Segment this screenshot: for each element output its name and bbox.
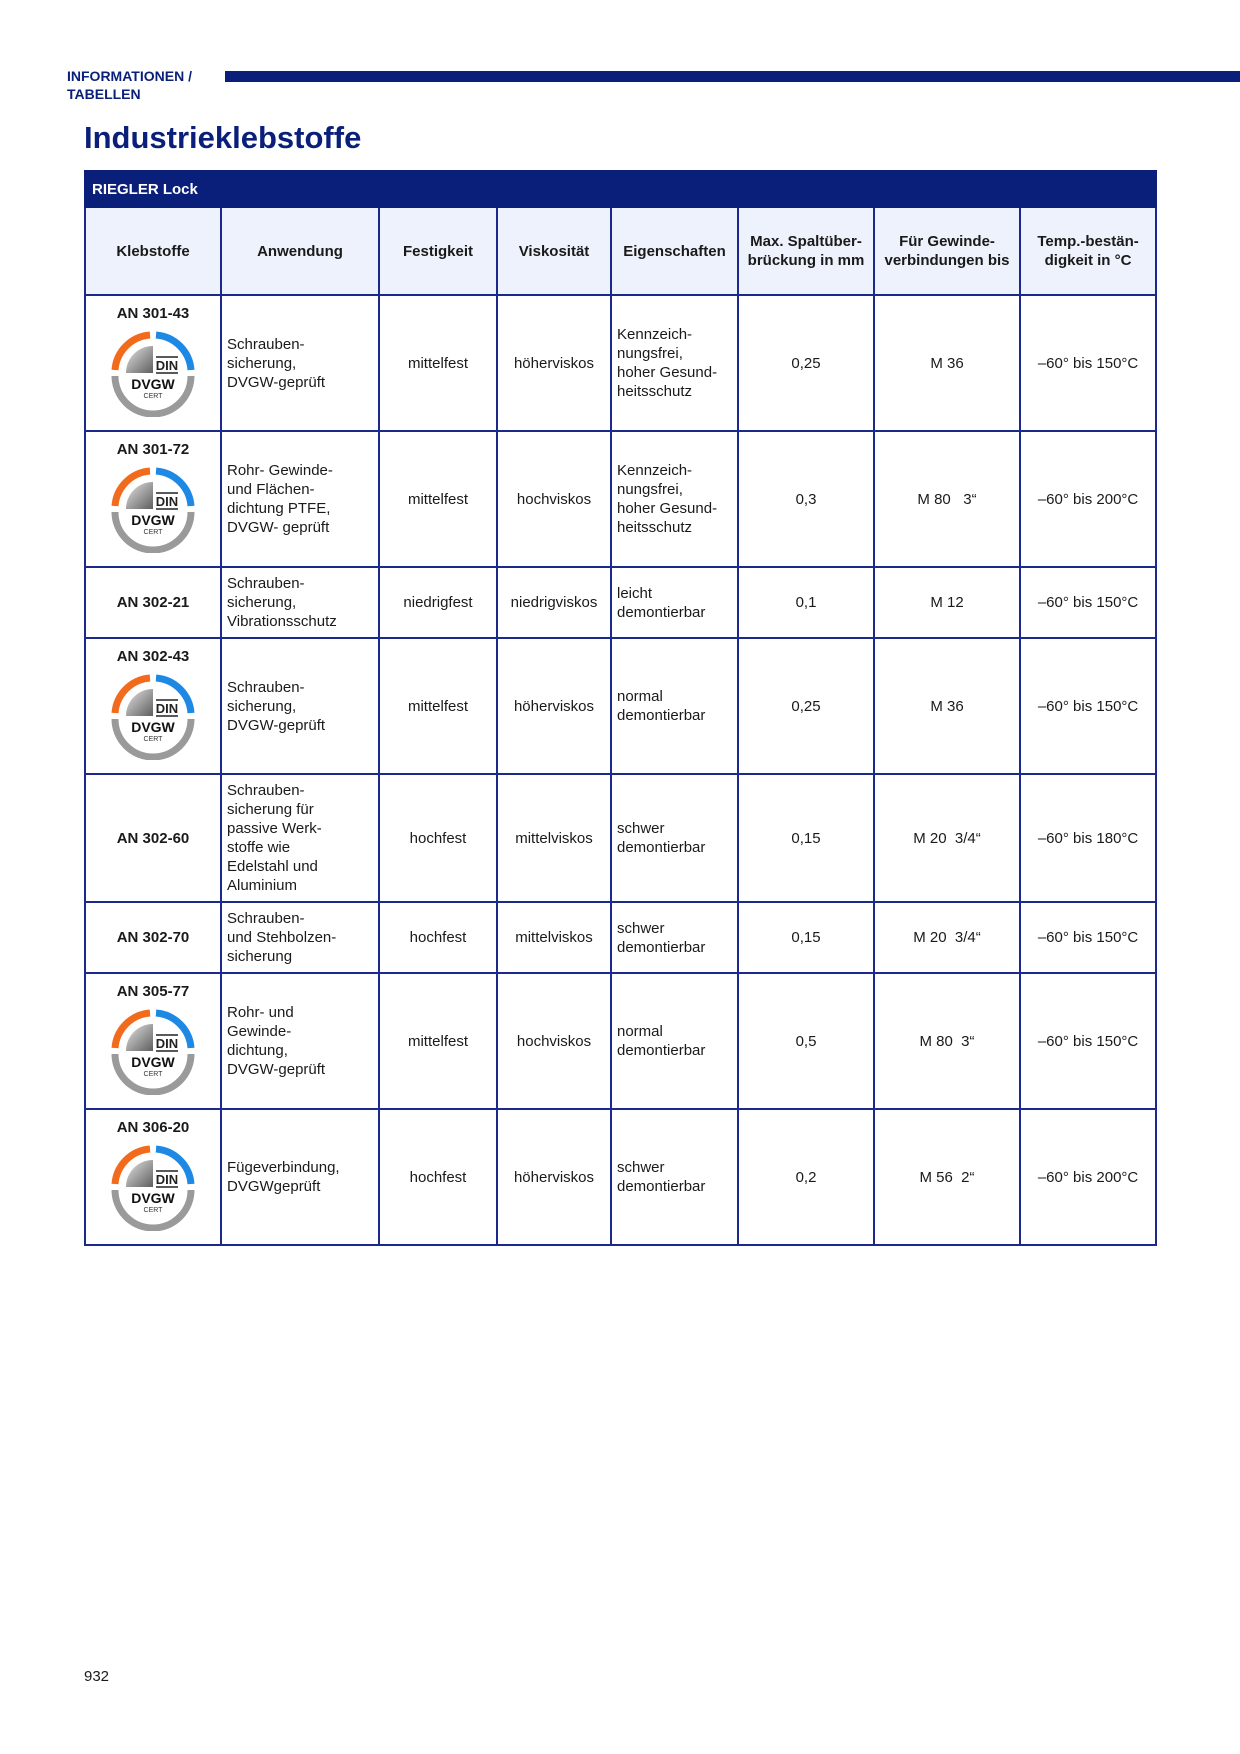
product-cell (85, 295, 221, 431)
application-cell (221, 973, 379, 1109)
cell-line: sicherung, (227, 354, 297, 372)
column-header (874, 207, 1020, 295)
cell-line: Edelstahl und (227, 858, 318, 875)
cell-line: Temp.-bestän- (1037, 233, 1139, 250)
properties-cell (611, 431, 738, 567)
column-header: Klebstoffe (85, 207, 221, 295)
properties-cell (611, 1109, 738, 1245)
svg-text:DVGW: DVGW (131, 376, 175, 392)
cell-line: Aluminium (227, 877, 298, 894)
strength-cell: mittelfest (379, 431, 497, 567)
product-cell (85, 431, 221, 567)
viscosity-cell: mittelviskos (497, 902, 611, 973)
application-cell (221, 295, 379, 431)
svg-text:DIN: DIN (155, 494, 179, 509)
svg-text:DIN: DIN (155, 1036, 179, 1051)
viscosity-cell: höherviskos (497, 295, 611, 431)
cell-line: sicherung (227, 948, 293, 965)
viscosity-cell: höherviskos (497, 638, 611, 774)
section-label-line1: INFORMATIONEN / (67, 68, 192, 84)
thread-cell: M 12 (874, 567, 1020, 638)
column-header: Eigenschaften (611, 207, 738, 295)
gap-cell: 0,15 (738, 902, 874, 973)
product-name: AN 306-20 (116, 1119, 190, 1136)
cell-line: und Stehbolzen- (227, 929, 337, 946)
product-cell (85, 902, 221, 973)
temperature-cell: –60° bis 150°C (1020, 973, 1156, 1109)
cell-line: DVGW- geprüft (227, 519, 330, 536)
table-row (85, 567, 1156, 638)
temperature-cell: –60° bis 150°C (1020, 295, 1156, 431)
cell-line: Schrauben- (227, 575, 305, 592)
cell-line: verbindungen bis (884, 252, 1010, 269)
temperature-cell: –60° bis 150°C (1020, 567, 1156, 638)
svg-text:CERT: CERT (143, 1207, 163, 1214)
cell-line: DVGW-geprüft (227, 716, 326, 734)
cell-line: Rohr- Gewinde- (227, 462, 333, 479)
cell-line: hoher Gesund- (617, 364, 718, 381)
cell-line: heitsschutz (617, 519, 693, 536)
column-header (738, 207, 874, 295)
product-name: AN 302-43 (116, 648, 190, 665)
cell-line: sicherung für (227, 801, 314, 818)
properties-cell (611, 973, 738, 1109)
properties-cell (611, 638, 738, 774)
temperature-cell: –60° bis 200°C (1020, 1109, 1156, 1245)
product-name: AN 305-77 (116, 983, 190, 1000)
svg-text:CERT: CERT (143, 393, 163, 400)
adhesives-table-container (84, 170, 1155, 1246)
din-dvgw-cert-icon (109, 1143, 197, 1231)
cell-line: Fügeverbindung, (227, 1159, 340, 1176)
product-cell (85, 567, 221, 638)
cell-line: normal (617, 1023, 663, 1040)
cell-line: schwer (617, 1159, 665, 1176)
gap-cell: 0,15 (738, 774, 874, 902)
svg-text:DVGW: DVGW (131, 1190, 175, 1206)
cell-line: DVGW-geprüft (227, 1061, 326, 1078)
table-row (85, 774, 1156, 902)
svg-text:DVGW: DVGW (131, 512, 175, 528)
table-row (85, 638, 1156, 774)
cell-line: dichtung PTFE, (227, 500, 331, 517)
adhesives-table (84, 170, 1157, 1246)
cell-line: sicherung, (227, 594, 297, 611)
svg-text:DVGW: DVGW (131, 719, 175, 735)
cell-line: digkeit in °C (1044, 252, 1132, 269)
properties-cell (611, 295, 738, 431)
application-cell (221, 638, 379, 774)
temperature-cell: –60° bis 150°C (1020, 902, 1156, 973)
section-label-line2: TABELLEN (67, 86, 141, 102)
cell-line: Gewinde- (227, 1023, 292, 1040)
cell-line: demontierbar (617, 1178, 706, 1195)
table-row (85, 295, 1156, 431)
svg-text:CERT: CERT (143, 736, 163, 743)
cell-line: Kennzeich- (617, 462, 693, 479)
thread-cell: M 56 2“ (874, 1109, 1020, 1245)
properties-cell (611, 567, 738, 638)
cell-line: normal (617, 688, 663, 705)
cell-line: leicht (617, 584, 653, 602)
cell-line: nungsfrei, (617, 345, 683, 362)
din-dvgw-cert-icon (109, 329, 197, 417)
cell-line: Schrauben- (227, 910, 305, 927)
cell-line: passive Werk- (227, 820, 322, 837)
product-name: AN 302-60 (116, 829, 190, 847)
cell-line: demontierbar (617, 938, 706, 956)
table-row (85, 902, 1156, 973)
cell-line: Rohr- und (227, 1004, 294, 1021)
gap-cell: 0,3 (738, 431, 874, 567)
cell-line: nungsfrei, (617, 481, 683, 498)
product-name: AN 301-72 (116, 441, 190, 458)
cell-line: DVGWgeprüft (227, 1178, 321, 1195)
gap-cell: 0,25 (738, 638, 874, 774)
table-row (85, 1109, 1156, 1245)
strength-cell: mittelfest (379, 973, 497, 1109)
strength-cell: hochfest (379, 902, 497, 973)
product-cell (85, 638, 221, 774)
viscosity-cell: hochviskos (497, 973, 611, 1109)
thread-cell: M 80 3“ (874, 973, 1020, 1109)
temperature-cell: –60° bis 200°C (1020, 431, 1156, 567)
table-header-row (85, 207, 1156, 295)
table-row (85, 431, 1156, 567)
product-cell (85, 774, 221, 902)
cell-line: Schrauben- (227, 782, 305, 799)
svg-text:CERT: CERT (143, 1071, 163, 1078)
cell-line: und Flächen- (227, 481, 315, 498)
thread-cell: M 20 3/4“ (874, 902, 1020, 973)
viscosity-cell: hochviskos (497, 431, 611, 567)
product-name: AN 301-43 (116, 305, 190, 322)
page-number: 932 (84, 1668, 110, 1685)
svg-text:DIN: DIN (155, 1172, 179, 1187)
cell-line: dichtung, (227, 1042, 288, 1059)
table-caption: RIEGLER Lock (85, 171, 1156, 207)
product-name: AN 302-21 (116, 594, 190, 611)
cell-line: Für Gewinde- (899, 233, 995, 250)
cell-line: demontierbar (617, 603, 706, 621)
cell-line: brückung in mm (747, 252, 865, 269)
strength-cell: mittelfest (379, 638, 497, 774)
column-header: Festigkeit (379, 207, 497, 295)
thread-cell: M 80 3“ (874, 431, 1020, 567)
svg-text:DIN: DIN (155, 701, 179, 716)
cell-line: Schrauben- (227, 335, 305, 353)
viscosity-cell: höherviskos (497, 1109, 611, 1245)
din-dvgw-cert-icon (109, 1007, 197, 1095)
viscosity-cell: mittelviskos (497, 774, 611, 902)
cell-line: stoffe wie (227, 839, 291, 856)
properties-cell (611, 774, 738, 902)
cell-line: Schrauben- (227, 678, 305, 696)
table-body (85, 295, 1156, 1245)
cell-line: demontierbar (617, 707, 706, 724)
cell-line: heitsschutz (617, 383, 693, 400)
din-dvgw-cert-icon (109, 672, 197, 760)
gap-cell: 0,2 (738, 1109, 874, 1245)
cell-line: Max. Spaltüber- (750, 233, 862, 250)
gap-cell: 0,5 (738, 973, 874, 1109)
header-bar (225, 71, 1240, 82)
application-cell (221, 774, 379, 902)
cell-line: Kennzeich- (617, 326, 693, 343)
column-header (1020, 207, 1156, 295)
product-cell (85, 973, 221, 1109)
application-cell (221, 567, 379, 638)
cell-line: Vibrationsschutz (227, 613, 337, 630)
product-cell (85, 1109, 221, 1245)
strength-cell: hochfest (379, 1109, 497, 1245)
cell-line: demontierbar (617, 839, 706, 856)
viscosity-cell: niedrigviskos (497, 567, 611, 638)
properties-cell (611, 902, 738, 973)
cell-line: DVGW-geprüft (227, 373, 326, 391)
column-header: Anwendung (221, 207, 379, 295)
thread-cell: M 20 3/4“ (874, 774, 1020, 902)
cell-line: demontierbar (617, 1042, 706, 1059)
application-cell (221, 902, 379, 973)
cell-line: sicherung, (227, 697, 297, 715)
page-title: Industrieklebstoffe (84, 120, 362, 155)
thread-cell: M 36 (874, 638, 1020, 774)
gap-cell: 0,25 (738, 295, 874, 431)
temperature-cell: –60° bis 180°C (1020, 774, 1156, 902)
svg-text:DVGW: DVGW (131, 1054, 175, 1070)
application-cell (221, 431, 379, 567)
strength-cell: niedrigfest (379, 567, 497, 638)
cell-line: schwer (617, 820, 665, 837)
din-dvgw-cert-icon (109, 465, 197, 553)
gap-cell: 0,1 (738, 567, 874, 638)
table-row (85, 973, 1156, 1109)
svg-text:DIN: DIN (155, 358, 179, 373)
temperature-cell: –60° bis 150°C (1020, 638, 1156, 774)
product-name: AN 302-70 (116, 929, 190, 946)
strength-cell: mittelfest (379, 295, 497, 431)
column-header: Viskosität (497, 207, 611, 295)
application-cell (221, 1109, 379, 1245)
cell-line: schwer (617, 919, 665, 937)
thread-cell: M 36 (874, 295, 1020, 431)
section-label (67, 67, 192, 103)
svg-text:CERT: CERT (143, 529, 163, 536)
cell-line: hoher Gesund- (617, 500, 718, 517)
strength-cell: hochfest (379, 774, 497, 902)
